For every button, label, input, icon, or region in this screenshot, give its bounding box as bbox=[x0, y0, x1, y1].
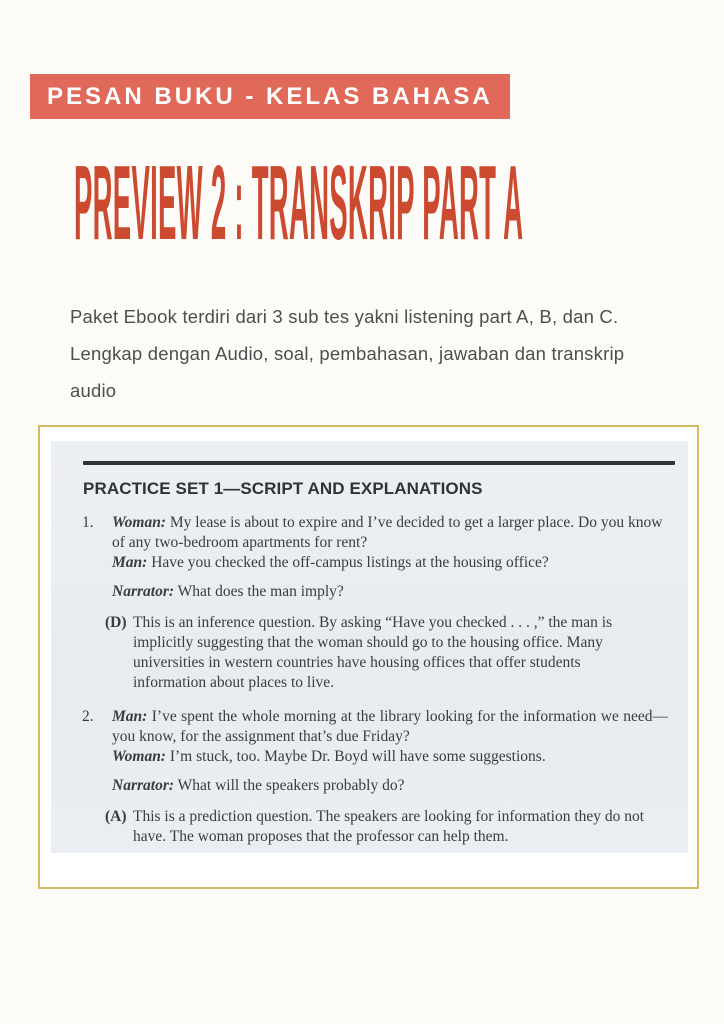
dialogue-line bbox=[112, 707, 668, 747]
speaker-label: Woman: bbox=[112, 514, 166, 531]
item-number: 2. bbox=[82, 708, 94, 725]
intro-line-1: Paket Ebook terdiri dari 3 sub tes yakni listening part A, B, dan C. bbox=[70, 306, 619, 327]
narrator-line bbox=[112, 582, 668, 602]
item-body bbox=[105, 513, 668, 693]
answer-letter: (A) bbox=[105, 808, 127, 825]
order-banner-label: PESAN BUKU - KELAS BAHASA bbox=[47, 82, 493, 110]
book-page-scan bbox=[51, 441, 688, 853]
item-body bbox=[105, 707, 668, 847]
practice-set-heading: PRACTICE SET 1—SCRIPT AND EXPLANATIONS bbox=[83, 479, 483, 498]
dialogue-line bbox=[112, 553, 668, 573]
narrator-text: What does the man imply? bbox=[177, 583, 344, 600]
transcript-list bbox=[51, 513, 688, 847]
explanation-block bbox=[105, 807, 668, 847]
dialogue-line bbox=[112, 513, 668, 553]
transcript-item-2 bbox=[51, 707, 688, 847]
speaker-label: Woman: bbox=[112, 748, 166, 765]
speaker-label: Man: bbox=[112, 554, 148, 571]
speaker-label: Narrator: bbox=[112, 583, 175, 600]
page-title: PREVIEW 2 : TRANSKRIP PART A bbox=[74, 144, 524, 262]
explanation-text: This is an inference question. By asking “Have you checked . . . ,” the man is implicitly suggesting that the woman should go to the housing office. Many universities in western countries have housing offices that offer students information about places to live. bbox=[133, 614, 613, 691]
intro-text bbox=[70, 298, 690, 409]
transcript-item-1 bbox=[51, 513, 688, 693]
speaker-label: Narrator: bbox=[112, 777, 175, 794]
answer-letter: (D) bbox=[105, 614, 127, 631]
dialogue-text: I’ve spent the whole morning at the library looking for the information we need—you know, for the assignment that’s due Friday? bbox=[112, 708, 668, 745]
narrator-text: What will the speakers probably do? bbox=[177, 777, 405, 794]
explanation-block bbox=[105, 613, 668, 693]
dialogue-text: My lease is about to expire and I’ve decided to get a larger place. Do you know of any two-bedroom apartments for rent? bbox=[112, 514, 663, 551]
speaker-label: Man: bbox=[112, 708, 148, 725]
explanation-text: This is a prediction question. The speakers are looking for information they do not have. The woman proposes that the professor can help them. bbox=[133, 808, 645, 845]
order-banner bbox=[30, 74, 510, 119]
narrator-line bbox=[112, 776, 668, 796]
item-number: 1. bbox=[82, 514, 94, 531]
intro-line-2: Lengkap dengan Audio, soal, pembahasan, jawaban dan transkrip bbox=[70, 343, 625, 364]
intro-line-3: audio bbox=[70, 380, 117, 401]
dialogue-line bbox=[112, 747, 668, 767]
heading-rule bbox=[83, 461, 675, 465]
dialogue-text: Have you checked the off-campus listings at the housing office? bbox=[151, 554, 549, 571]
dialogue-text: I’m stuck, too. Maybe Dr. Boyd will have some suggestions. bbox=[169, 748, 546, 765]
preview-image-frame bbox=[38, 425, 699, 889]
